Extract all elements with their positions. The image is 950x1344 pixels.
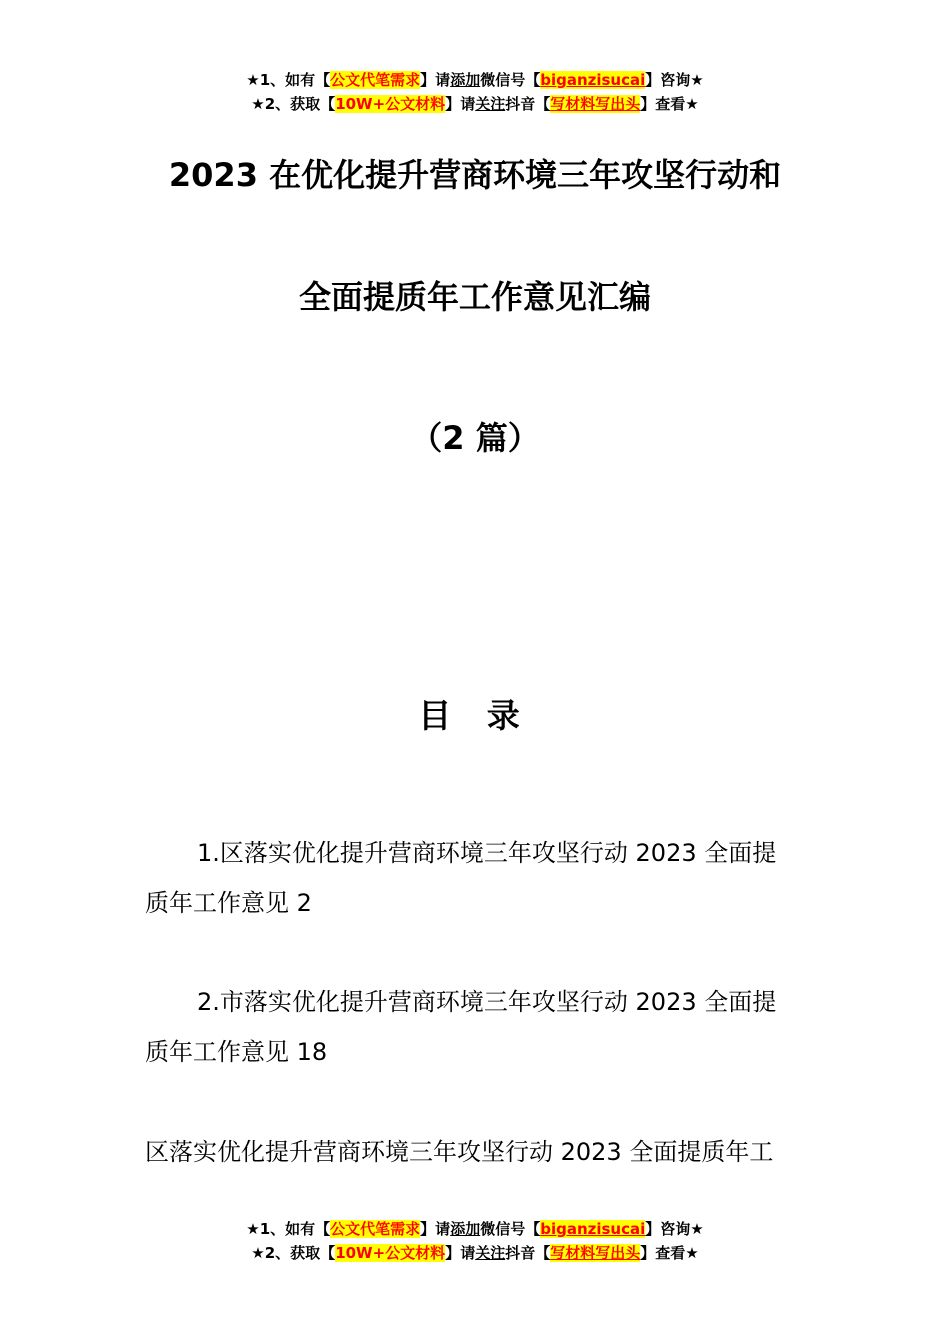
body-first-line: 区落实优化提升营商环境三年攻坚行动 2023 全面提质年工	[145, 1138, 774, 1166]
promo-highlight: 公文代笔需求	[330, 1220, 421, 1238]
douyin-account: 写材料写出头	[550, 1244, 641, 1262]
promo-highlight: 10W+公文材料	[335, 1244, 446, 1262]
promo-line-2: ★2、获取【10W+公文材料】请关注抖音【写材料写出头】查看★	[251, 95, 699, 113]
document-title-line-2: 全面提质年工作意见汇编	[298, 278, 651, 316]
header-promo	[0, 68, 950, 116]
document-title-line-1: 2023 在优化提升营商环境三年攻坚行动和	[168, 156, 782, 194]
douyin-account: 写材料写出头	[550, 95, 641, 113]
toc-item: 2.市落实优化提升营商环境三年攻坚行动 2023 全面提 质年工作意见 18	[145, 988, 777, 1066]
document-title-count: （2 篇）	[410, 419, 540, 457]
toc-heading: 目 录	[418, 696, 532, 735]
wechat-id: biganzisucai	[540, 1220, 646, 1238]
wechat-id: biganzisucai	[540, 71, 646, 89]
promo-line-1: ★1、如有【公文代笔需求】请添加微信号【biganzisucai】咨询★	[246, 1220, 704, 1238]
promo-highlight: 10W+公文材料	[335, 95, 446, 113]
toc-item: 1.区落实优化提升营商环境三年攻坚行动 2023 全面提 质年工作意见 2	[145, 839, 777, 917]
promo-line-2: ★2、获取【10W+公文材料】请关注抖音【写材料写出头】查看★	[251, 1244, 699, 1262]
promo-highlight: 公文代笔需求	[330, 71, 421, 89]
footer-promo	[0, 1217, 950, 1265]
promo-line-1: ★1、如有【公文代笔需求】请添加微信号【biganzisucai】咨询★	[246, 71, 704, 89]
